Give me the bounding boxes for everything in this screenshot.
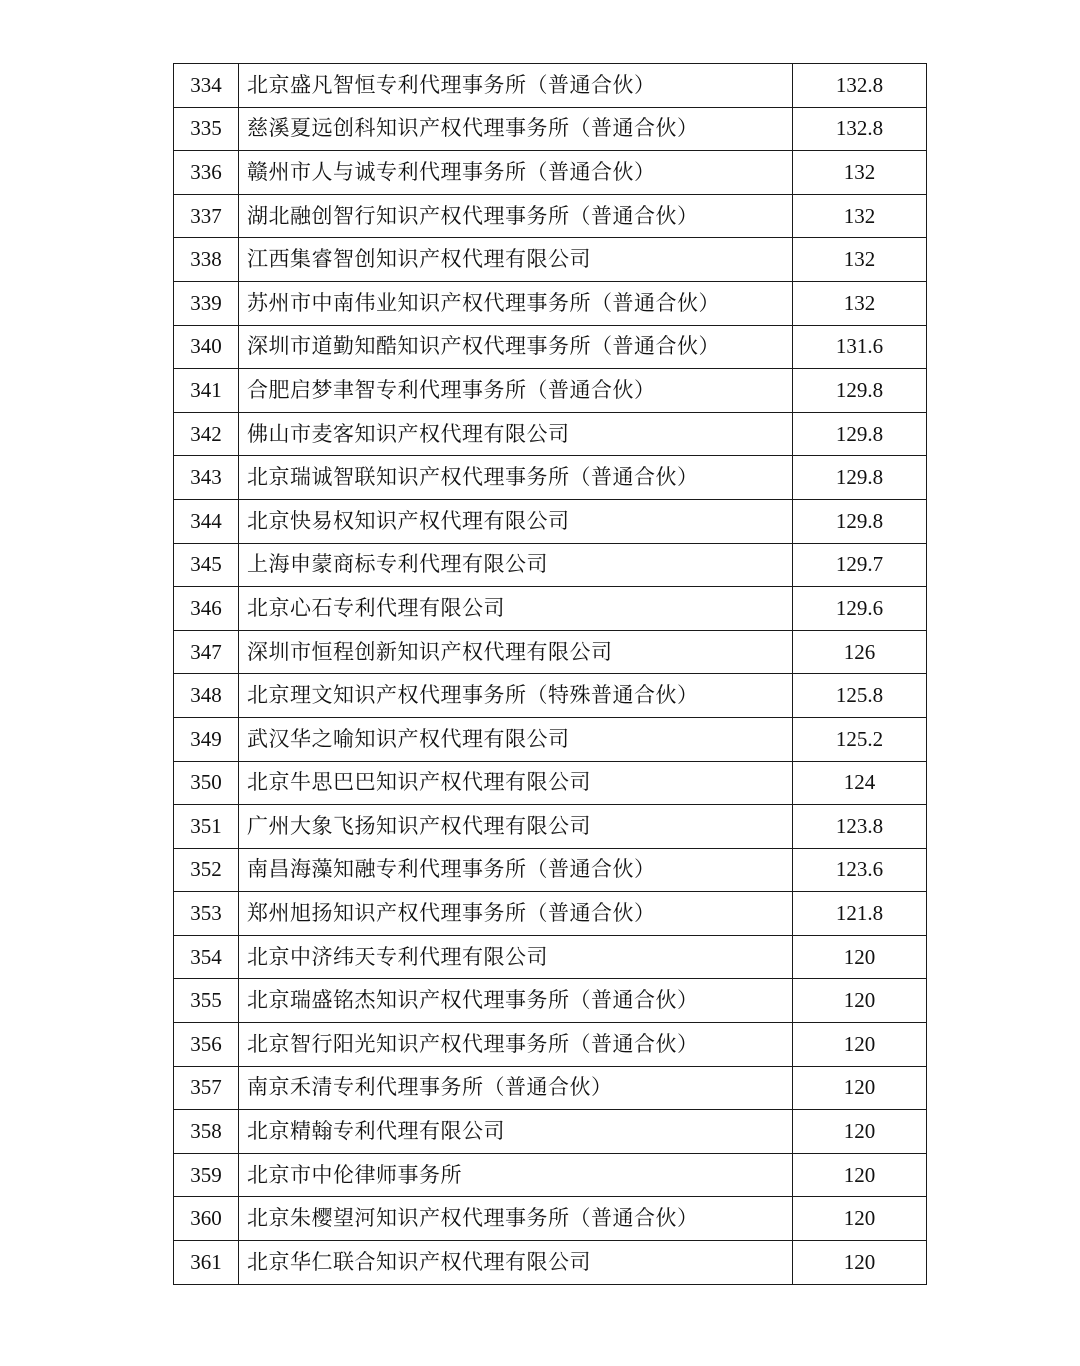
score-cell: 123.6 <box>793 848 927 892</box>
score-cell: 132.8 <box>793 64 927 108</box>
table-row <box>174 805 927 849</box>
agency-name-cell: 北京瑞诚智联知识产权代理事务所（普通合伙） <box>239 456 793 500</box>
rank-cell: 352 <box>174 848 239 892</box>
agency-name-cell: 北京心石专利代理有限公司 <box>239 587 793 631</box>
score-cell: 132.8 <box>793 107 927 151</box>
rank-cell: 334 <box>174 64 239 108</box>
table-row <box>174 1241 927 1285</box>
agency-name-cell: 北京精翰专利代理有限公司 <box>239 1110 793 1154</box>
rank-cell: 349 <box>174 717 239 761</box>
score-cell: 120 <box>793 1023 927 1067</box>
rank-cell: 357 <box>174 1066 239 1110</box>
score-cell: 132 <box>793 238 927 282</box>
rank-cell: 356 <box>174 1023 239 1067</box>
table-row <box>174 456 927 500</box>
agency-name-cell: 北京中济纬天专利代理有限公司 <box>239 935 793 979</box>
table-row <box>174 238 927 282</box>
table-row <box>174 369 927 413</box>
score-cell: 125.8 <box>793 674 927 718</box>
score-cell: 123.8 <box>793 805 927 849</box>
rank-cell: 359 <box>174 1153 239 1197</box>
ranking-table <box>173 63 927 1285</box>
rank-cell: 344 <box>174 499 239 543</box>
rank-cell: 354 <box>174 935 239 979</box>
table-row <box>174 935 927 979</box>
rank-cell: 338 <box>174 238 239 282</box>
agency-name-cell: 南京禾清专利代理事务所（普通合伙） <box>239 1066 793 1110</box>
ranking-table-body <box>174 64 927 1285</box>
rank-cell: 348 <box>174 674 239 718</box>
score-cell: 126 <box>793 630 927 674</box>
table-row <box>174 1197 927 1241</box>
agency-name-cell: 北京理文知识产权代理事务所（特殊普通合伙） <box>239 674 793 718</box>
table-row <box>174 107 927 151</box>
agency-name-cell: 北京智行阳光知识产权代理事务所（普通合伙） <box>239 1023 793 1067</box>
score-cell: 120 <box>793 1197 927 1241</box>
score-cell: 129.8 <box>793 499 927 543</box>
rank-cell: 341 <box>174 369 239 413</box>
score-cell: 124 <box>793 761 927 805</box>
rank-cell: 361 <box>174 1241 239 1285</box>
score-cell: 131.6 <box>793 325 927 369</box>
rank-cell: 351 <box>174 805 239 849</box>
agency-name-cell: 湖北融创智行知识产权代理事务所（普通合伙） <box>239 194 793 238</box>
score-cell: 120 <box>793 979 927 1023</box>
agency-name-cell: 深圳市道勤知酷知识产权代理事务所（普通合伙） <box>239 325 793 369</box>
table-row <box>174 1110 927 1154</box>
score-cell: 121.8 <box>793 892 927 936</box>
score-cell: 120 <box>793 1110 927 1154</box>
score-cell: 132 <box>793 194 927 238</box>
table-row <box>174 64 927 108</box>
score-cell: 120 <box>793 935 927 979</box>
agency-name-cell: 北京快易权知识产权代理有限公司 <box>239 499 793 543</box>
table-row <box>174 1153 927 1197</box>
table-row <box>174 717 927 761</box>
rank-cell: 353 <box>174 892 239 936</box>
agency-name-cell: 武汉华之喻知识产权代理有限公司 <box>239 717 793 761</box>
rank-cell: 336 <box>174 151 239 195</box>
table-row <box>174 281 927 325</box>
score-cell: 129.8 <box>793 456 927 500</box>
agency-name-cell: 北京朱樱望河知识产权代理事务所（普通合伙） <box>239 1197 793 1241</box>
agency-name-cell: 北京盛凡智恒专利代理事务所（普通合伙） <box>239 64 793 108</box>
agency-name-cell: 苏州市中南伟业知识产权代理事务所（普通合伙） <box>239 281 793 325</box>
table-row <box>174 587 927 631</box>
score-cell: 129.8 <box>793 369 927 413</box>
score-cell: 120 <box>793 1066 927 1110</box>
agency-name-cell: 深圳市恒程创新知识产权代理有限公司 <box>239 630 793 674</box>
agency-name-cell: 北京牛思巴巴知识产权代理有限公司 <box>239 761 793 805</box>
rank-cell: 343 <box>174 456 239 500</box>
table-row <box>174 151 927 195</box>
rank-cell: 339 <box>174 281 239 325</box>
table-row <box>174 892 927 936</box>
table-row <box>174 412 927 456</box>
score-cell: 129.7 <box>793 543 927 587</box>
score-cell: 120 <box>793 1153 927 1197</box>
rank-cell: 360 <box>174 1197 239 1241</box>
rank-cell: 340 <box>174 325 239 369</box>
rank-cell: 355 <box>174 979 239 1023</box>
table-row <box>174 1066 927 1110</box>
table-row <box>174 979 927 1023</box>
table-row <box>174 674 927 718</box>
rank-cell: 337 <box>174 194 239 238</box>
score-cell: 132 <box>793 151 927 195</box>
rank-cell: 358 <box>174 1110 239 1154</box>
agency-name-cell: 广州大象飞扬知识产权代理有限公司 <box>239 805 793 849</box>
agency-name-cell: 合肥启梦聿智专利代理事务所（普通合伙） <box>239 369 793 413</box>
agency-name-cell: 赣州市人与诚专利代理事务所（普通合伙） <box>239 151 793 195</box>
agency-name-cell: 郑州旭扬知识产权代理事务所（普通合伙） <box>239 892 793 936</box>
agency-name-cell: 佛山市麦客知识产权代理有限公司 <box>239 412 793 456</box>
agency-name-cell: 北京市中伦律师事务所 <box>239 1153 793 1197</box>
score-cell: 129.8 <box>793 412 927 456</box>
table-row <box>174 1023 927 1067</box>
table-row <box>174 848 927 892</box>
rank-cell: 342 <box>174 412 239 456</box>
table-row <box>174 543 927 587</box>
agency-name-cell: 上海申蒙商标专利代理有限公司 <box>239 543 793 587</box>
table-row <box>174 630 927 674</box>
agency-name-cell: 慈溪夏远创科知识产权代理事务所（普通合伙） <box>239 107 793 151</box>
rank-cell: 350 <box>174 761 239 805</box>
rank-cell: 335 <box>174 107 239 151</box>
agency-name-cell: 北京华仁联合知识产权代理有限公司 <box>239 1241 793 1285</box>
table-row <box>174 325 927 369</box>
score-cell: 132 <box>793 281 927 325</box>
table-row <box>174 499 927 543</box>
table-row <box>174 761 927 805</box>
rank-cell: 345 <box>174 543 239 587</box>
agency-name-cell: 南昌海藻知融专利代理事务所（普通合伙） <box>239 848 793 892</box>
score-cell: 129.6 <box>793 587 927 631</box>
agency-name-cell: 北京瑞盛铭杰知识产权代理事务所（普通合伙） <box>239 979 793 1023</box>
rank-cell: 347 <box>174 630 239 674</box>
score-cell: 120 <box>793 1241 927 1285</box>
agency-name-cell: 江西集睿智创知识产权代理有限公司 <box>239 238 793 282</box>
rank-cell: 346 <box>174 587 239 631</box>
table-row <box>174 194 927 238</box>
score-cell: 125.2 <box>793 717 927 761</box>
